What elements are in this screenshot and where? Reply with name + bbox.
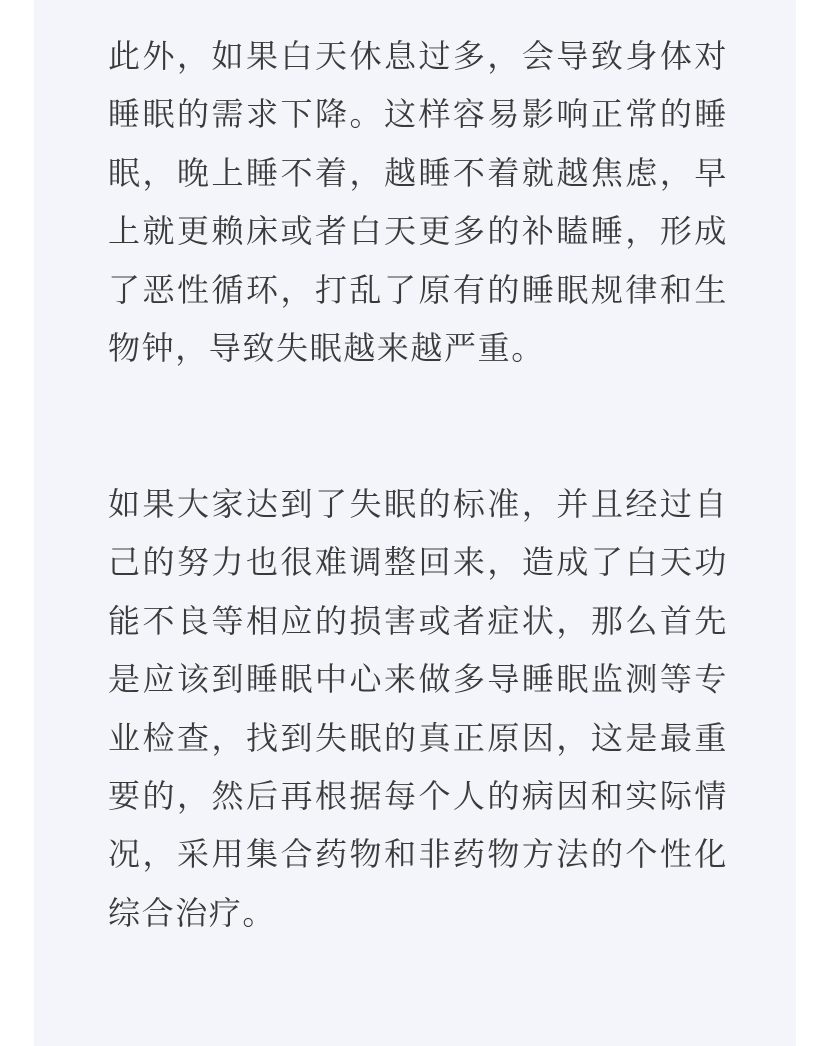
paragraph-daytime-rest: 此外，如果白天休息过多，会导致身体对睡眠的需求下降。这样容易影响正常的睡眠，晚上睡不着，越睡不着就越焦虑，早上就更赖床或者白天更多的补瞌睡，形成了恶性循环，打乱了原有的睡眠规律和生物钟，导致失眠越来越严重。: [108, 37, 728, 368]
paragraph-treatment-advice: 如果大家达到了失眠的标准，并且经过自己的努力也很难调整回来，造成了白天功能不良等相应的损害或者症状，那么首先是应该到睡眠中心来做多导睡眠监测等专业检查，找到失眠的真正原因，这是最重要的，然后再根据每个人的病因和实际情况，采用集合药物和非药物方法的个性化综合治疗。: [108, 485, 728, 932]
